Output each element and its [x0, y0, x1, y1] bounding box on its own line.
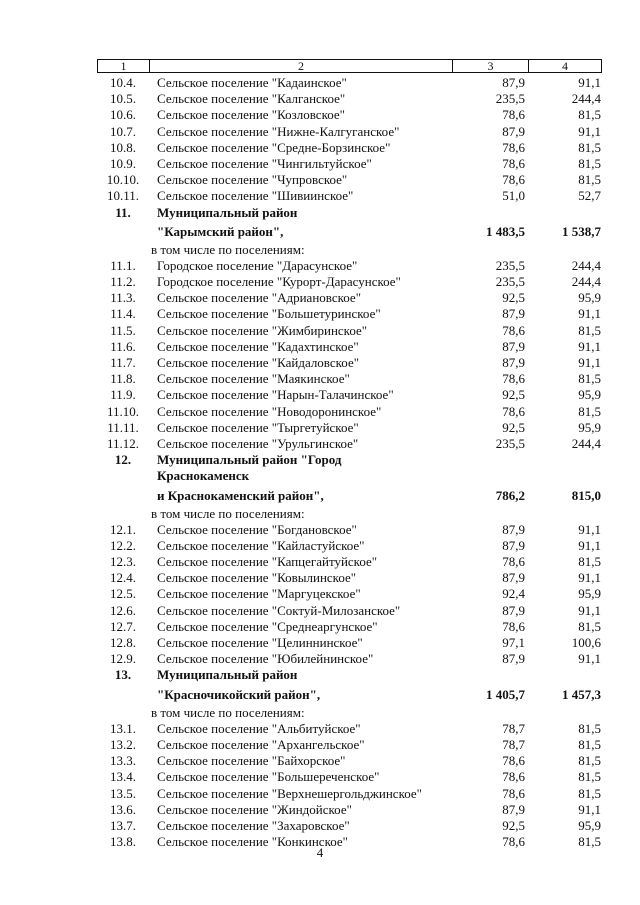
row-name: Сельское поселение "Юбилейнинское": [157, 651, 374, 667]
row-number: 12.8.: [110, 635, 136, 650]
table-row: [97, 355, 602, 371]
row-name: Сельское поселение "Архангельское": [157, 736, 365, 752]
row-number: 11.3.: [110, 290, 136, 306]
row-number: 11.6.: [110, 338, 136, 354]
row-value-col3: 78,7: [502, 736, 525, 752]
page-number: 4: [316, 845, 324, 860]
table-row: [97, 721, 602, 737]
row-name: Сельское поселение "Байхорское": [157, 753, 346, 769]
row-number: [97, 242, 149, 258]
row-number: 10.7.: [110, 123, 136, 139]
row-value-col4: 81,5: [578, 403, 601, 419]
row-number: 11.7.: [110, 355, 136, 370]
table-row: [97, 371, 602, 387]
table-row: [97, 538, 602, 554]
row-value-col4: 1 457,3: [562, 686, 601, 702]
row-value-col3: 87,9: [502, 801, 525, 817]
table-row: [97, 172, 602, 188]
table-row: [97, 436, 602, 452]
header-col-1: 1: [98, 60, 150, 72]
row-number: 12.5.: [110, 586, 136, 602]
row-value-col4: 81,5: [578, 720, 601, 736]
header-col-3: 3: [453, 60, 529, 72]
row-value-col4: 91,1: [578, 306, 601, 322]
table-row: [97, 769, 602, 785]
row-number: 11.1.: [110, 257, 136, 273]
row-value-col4: 81,5: [578, 155, 601, 171]
row-value-col3: 92,5: [502, 817, 525, 833]
row-value-col4: 81,5: [578, 753, 601, 769]
table-row: [97, 404, 602, 420]
table-row: [97, 603, 602, 619]
row-number: 12.3.: [110, 554, 136, 570]
row-value-col4: 52,7: [578, 188, 601, 204]
row-name: Сельское поселение "Чингильтуйское": [157, 155, 372, 171]
row-value-col3: 87,9: [502, 123, 525, 139]
table-row: [97, 107, 602, 123]
row-name: Муниципальный район: [157, 204, 298, 220]
row-number: 10.9.: [110, 155, 136, 171]
row-value-col3: 87,9: [502, 570, 525, 586]
row-number: 10.6.: [110, 107, 136, 123]
row-value-col4: 91,1: [578, 338, 601, 354]
row-value-col4: 81,5: [578, 618, 601, 634]
row-value-col4: 244,4: [571, 91, 601, 107]
row-number: 13.4.: [110, 769, 136, 785]
table-row: [97, 554, 602, 570]
table-row: [97, 818, 602, 834]
table-row: [97, 75, 602, 91]
row-number: 13.8.: [110, 834, 136, 850]
row-number: [97, 684, 149, 705]
row-name: Городское поселение "Курорт-Дарасунское": [157, 274, 401, 290]
table-row: [97, 667, 602, 683]
row-number: 10.8.: [110, 139, 136, 155]
table-row: [97, 753, 602, 769]
table-row: [97, 323, 602, 339]
row-value-col4: [528, 205, 602, 221]
row-name: Сельское поселение "Жиндойское": [157, 801, 352, 817]
row-name: Сельское поселение "Альбитуйское": [157, 720, 361, 736]
table-row: [97, 737, 602, 753]
row-value-col4: 91,1: [578, 75, 601, 90]
row-number: 12.9.: [110, 651, 136, 667]
row-number: 11.10.: [106, 403, 140, 419]
table-row: [97, 387, 602, 403]
row-name: Сельское поселение "Тыргетуйское": [157, 419, 359, 435]
table-row: [97, 635, 602, 651]
table-row: [97, 705, 602, 721]
row-value-col3: 78,6: [502, 371, 525, 387]
row-value-col3: [452, 242, 528, 258]
table-row: [97, 786, 602, 802]
row-value-col3: 92,5: [502, 387, 525, 403]
table-row: [97, 290, 602, 306]
row-number: 11.8.: [110, 371, 136, 387]
table-row: [97, 619, 602, 635]
row-value-col4: [528, 667, 602, 683]
row-value-col4: 244,4: [571, 257, 601, 273]
row-value-col3: 92,5: [502, 290, 525, 306]
row-value-col4: 815,0: [571, 487, 601, 503]
row-name: Сельское поселение "Маргуцекское": [157, 586, 361, 602]
row-name: Сельское поселение "Кадаинское": [157, 75, 347, 90]
row-value-col3: 87,9: [502, 355, 525, 370]
row-value-col3: 78,6: [502, 172, 525, 188]
row-name: Сельское поселение "Капцегайтуйское": [157, 554, 378, 570]
row-value-col4: 91,1: [578, 521, 601, 537]
row-value-col3: 78,6: [502, 753, 525, 769]
row-name: Сельское поселение "Верхнешергольджинское": [157, 785, 422, 801]
row-name: Сельское поселение "Жимбиринское": [157, 322, 368, 338]
table-row: [97, 802, 602, 818]
row-number: 13.1.: [110, 720, 136, 736]
row-name: Сельское поселение "Большереченское": [157, 769, 380, 785]
row-value-col4: [528, 705, 602, 721]
row-name: Сельское поселение "Нарын-Талачинское": [157, 387, 394, 403]
row-number: [97, 468, 149, 484]
row-value-col3: 235,5: [495, 91, 525, 107]
row-value-col4: 91,1: [578, 537, 601, 553]
row-name: Сельское поселение "Богдановское": [157, 521, 357, 537]
row-name: "Карымский район",: [157, 223, 284, 239]
row-value-col4: 244,4: [571, 274, 601, 290]
row-name: в том числе по поселениям:: [151, 704, 305, 720]
row-value-col4: [528, 506, 602, 522]
header-col-2: 2: [150, 60, 453, 72]
row-value-col3: 786,2: [495, 487, 525, 503]
row-value-col3: 78,6: [502, 618, 525, 634]
table-row: [97, 522, 602, 538]
table-row: [97, 452, 602, 468]
row-value-col3: 87,9: [502, 521, 525, 537]
row-number: 13.6.: [110, 801, 136, 817]
row-value-col4: 81,5: [578, 785, 601, 801]
row-number: 13.2.: [110, 736, 136, 752]
row-name: Муниципальный район "Город: [157, 452, 342, 468]
row-number: 12.1.: [110, 521, 136, 537]
row-value-col4: 95,9: [578, 817, 601, 833]
row-value-col3: 87,9: [502, 338, 525, 354]
row-number: 13.: [114, 667, 132, 683]
row-value-col4: 91,1: [578, 801, 601, 817]
row-number: 10.5.: [110, 91, 136, 107]
row-name: Сельское поселение "Козловское": [157, 107, 345, 123]
row-name: "Красночикойский район",: [157, 686, 321, 702]
row-value-col4: 81,5: [578, 834, 601, 850]
table-row: [97, 586, 602, 602]
row-value-col3: 87,9: [502, 537, 525, 553]
row-value-col4: 81,5: [578, 736, 601, 752]
row-value-col4: 95,9: [578, 387, 601, 403]
row-value-col3: 235,5: [495, 435, 525, 451]
row-number: 13.3.: [110, 753, 136, 769]
row-value-col4: 91,1: [578, 123, 601, 139]
row-number: 11.2.: [110, 274, 136, 290]
row-number: [97, 221, 149, 242]
table-row: [97, 420, 602, 436]
row-value-col3: 87,9: [502, 602, 525, 618]
row-value-col3: 78,6: [502, 107, 525, 123]
row-number: 11.9.: [110, 387, 136, 403]
table-row: [97, 221, 602, 242]
row-value-col4: 81,5: [578, 107, 601, 123]
row-value-col3: 1 483,5: [486, 223, 525, 239]
row-name: в том числе по поселениям:: [151, 241, 305, 257]
row-value-col4: 244,4: [571, 435, 601, 451]
row-name: Муниципальный район: [157, 667, 298, 683]
row-value-col3: 78,7: [502, 720, 525, 736]
table-row: [97, 274, 602, 290]
row-number: 13.7.: [110, 817, 136, 833]
row-value-col3: 97,1: [502, 635, 525, 650]
row-name: Сельское поселение "Урульгинское": [157, 435, 359, 451]
table-row: [97, 684, 602, 705]
row-name: Сельское поселение "Калганское": [157, 91, 346, 107]
row-value-col3: 92,5: [502, 419, 525, 435]
row-name: Городское поселение "Дарасунское": [157, 257, 358, 273]
table-row: [97, 242, 602, 258]
row-value-col4: 95,9: [578, 419, 601, 435]
row-number: 12.2.: [110, 537, 136, 553]
row-value-col4: 91,1: [578, 570, 601, 586]
row-value-col3: 78,6: [502, 554, 525, 570]
row-value-col4: [528, 452, 602, 468]
row-value-col4: 100,6: [571, 635, 601, 650]
table-row: [97, 468, 602, 484]
table-body: [97, 75, 602, 850]
table-row: [97, 124, 602, 140]
row-name: Сельское поселение "Среднеаргунское": [157, 618, 378, 634]
row-value-col3: 1 405,7: [486, 686, 525, 702]
row-name: Сельское поселение "Кадахтинское": [157, 338, 359, 354]
row-name: Сельское поселение "Чупровское": [157, 172, 348, 188]
row-value-col4: 81,5: [578, 371, 601, 387]
table-row: [97, 339, 602, 355]
row-name: Сельское поселение "Целиннинское": [157, 635, 363, 650]
row-value-col3: [452, 705, 528, 721]
row-value-col3: [452, 205, 528, 221]
row-number: 10.11.: [106, 188, 140, 204]
row-value-col3: [452, 452, 528, 468]
row-number: [97, 506, 149, 522]
row-value-col4: 81,5: [578, 769, 601, 785]
row-name: Сельское поселение "Средне-Борзинское": [157, 139, 391, 155]
table-row: [97, 306, 602, 322]
header-col-4: 4: [562, 59, 568, 73]
row-value-col3: 78,6: [502, 769, 525, 785]
row-name: и Краснокаменский район",: [157, 487, 324, 503]
row-number: 11.5.: [110, 322, 136, 338]
row-value-col3: 78,6: [502, 785, 525, 801]
row-name: Сельское поселение "Большетуринское": [157, 306, 381, 322]
row-value-col3: [452, 468, 528, 484]
row-number: 11.12.: [106, 435, 140, 451]
row-value-col4: 81,5: [578, 322, 601, 338]
row-value-col3: [452, 667, 528, 683]
row-value-col4: [528, 242, 602, 258]
table-row: [97, 205, 602, 221]
row-number: 12.4.: [110, 570, 136, 586]
row-number: 11.11.: [107, 419, 139, 435]
row-value-col4: 81,5: [578, 172, 601, 188]
row-name: Сельское поселение "Адриановское": [157, 290, 362, 306]
table-row: [97, 651, 602, 667]
row-value-col3: 51,0: [502, 188, 525, 204]
row-value-col3: [452, 506, 528, 522]
row-name: Сельское поселение "Новодоронинское": [157, 403, 382, 419]
row-value-col3: 235,5: [495, 274, 525, 290]
row-number: 12.6.: [110, 602, 136, 618]
row-value-col4: 81,5: [578, 554, 601, 570]
row-name: Сельское поселение "Шивиинское": [157, 188, 354, 204]
table-row: [97, 485, 602, 506]
row-name: Сельское поселение "Маякинское": [157, 371, 350, 387]
row-number: 12.: [114, 452, 132, 468]
row-value-col3: 92,4: [502, 586, 525, 602]
row-value-col4: 91,1: [578, 355, 601, 370]
row-name: Сельское поселение "Кайластуйское": [157, 537, 365, 553]
row-number: 11.4.: [110, 306, 136, 322]
row-value-col3: 78,6: [502, 834, 525, 850]
row-value-col4: 1 538,7: [562, 223, 601, 239]
table-header: [97, 59, 602, 73]
row-number: 12.7.: [110, 618, 136, 634]
row-name: Сельское поселение "Нижне-Калгуганское": [157, 123, 400, 139]
row-name: Сельское поселение "Соктуй-Милозанское": [157, 602, 401, 618]
row-value-col3: 78,6: [502, 403, 525, 419]
row-value-col3: 78,6: [502, 155, 525, 171]
table-row: [97, 506, 602, 522]
row-number: [97, 485, 149, 506]
row-value-col3: 87,9: [502, 75, 525, 90]
row-value-col4: 81,5: [578, 139, 601, 155]
row-value-col4: 95,9: [578, 586, 601, 602]
row-value-col3: 78,6: [502, 139, 525, 155]
row-value-col4: 91,1: [578, 651, 601, 667]
table-row: [97, 140, 602, 156]
table-row: [97, 156, 602, 172]
table-row: [97, 570, 602, 586]
row-number: 11.: [115, 204, 131, 220]
row-name: Краснокаменск: [157, 468, 250, 484]
row-name: Сельское поселение "Захаровское": [157, 817, 350, 833]
table-row: [97, 91, 602, 107]
row-value-col3: 78,6: [502, 322, 525, 338]
row-name: Сельское поселение "Ковылинское": [157, 570, 357, 586]
row-value-col3: 87,9: [502, 306, 525, 322]
row-value-col3: 235,5: [495, 257, 525, 273]
row-name: Сельское поселение "Кайдаловское": [157, 355, 360, 370]
row-value-col4: 95,9: [578, 290, 601, 306]
row-value-col3: 87,9: [502, 651, 525, 667]
row-name: Сельское поселение "Конкинское": [157, 834, 348, 850]
row-number: 10.4.: [110, 75, 136, 90]
row-number: 13.5.: [110, 785, 136, 801]
row-value-col4: [528, 468, 602, 484]
table-row: [97, 258, 602, 274]
table-row: [97, 188, 602, 204]
row-number: [97, 705, 149, 721]
row-number: 10.10.: [106, 172, 140, 188]
row-value-col4: 91,1: [578, 602, 601, 618]
row-name: в том числе по поселениям:: [151, 505, 305, 521]
